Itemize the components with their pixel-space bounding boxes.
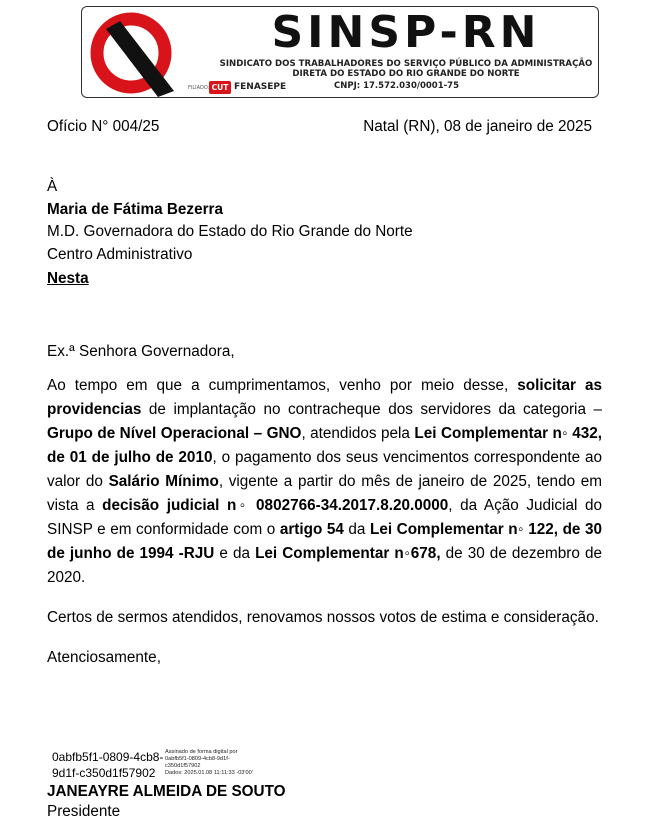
recipient-name: Maria de Fátima Bezerra bbox=[47, 201, 223, 218]
body-text: , atendidos pela bbox=[301, 425, 415, 442]
body-paragraph-closing-remarks: Certos de sermos atendidos, renovamos nossos votos de estima e consideração. bbox=[47, 609, 599, 626]
emphasized-text: Grupo de Nível Operacional – GNO bbox=[47, 425, 302, 442]
closing: Atenciosamente, bbox=[47, 649, 161, 666]
digital-signature-code bbox=[52, 749, 163, 781]
emphasized-text: artigo 54 bbox=[279, 521, 344, 538]
union-full-name-line1: SINDICATO DOS TRABALHADORES DO SERVIÇO PÚBLICO DA ADMINISTRAÇÃO bbox=[219, 59, 593, 69]
emphasized-text: solicitar as providencias bbox=[47, 377, 602, 418]
body-text: Ao tempo em que a cumprimentamos, venho por meio desse, bbox=[47, 377, 518, 394]
recipient-nesta: Nesta bbox=[47, 270, 89, 287]
signer-name: JANEAYRE ALMEIDA DE SOUTO bbox=[47, 783, 286, 800]
union-full-name-line2: DIRETA DO ESTADO DO RIO GRANDE DO NORTE bbox=[292, 69, 520, 79]
body-text: de 30 de dezembro de 2020. bbox=[47, 545, 602, 586]
emphasized-text: Lei Complementar n◦ 122, de 30 de junho de 1994 -RJU bbox=[47, 521, 602, 562]
digital-signature-stamp bbox=[165, 749, 253, 777]
sinsp-logo-icon bbox=[84, 9, 184, 97]
body-text: e da bbox=[214, 545, 256, 562]
affiliated-label: FILIADO: bbox=[188, 85, 210, 91]
recipient-prefix: À bbox=[47, 178, 58, 195]
fenasepe-label: FENASEPE bbox=[234, 82, 287, 92]
body-text: de implantação no contracheque dos servidores da categoria – bbox=[141, 401, 602, 418]
signature-code-line: 9d1f-c350d1f57902 bbox=[52, 766, 156, 780]
body-text: , o pagamento dos seus vencimentos correspondente ao valor do bbox=[47, 449, 602, 490]
signature-stamp-line: c350d1f57902 bbox=[165, 763, 201, 769]
recipient-place: Centro Administrativo bbox=[47, 246, 193, 263]
emphasized-text: Lei Complementar n◦678, bbox=[255, 545, 441, 562]
cut-logo: CUT bbox=[209, 81, 231, 94]
signature-stamp-line: Dados: 2025.01.08 11:11:33 -03'00' bbox=[165, 770, 253, 776]
signer-role: Presidente bbox=[47, 803, 121, 820]
emphasized-text: decisão judicial n◦ 0802766-34.2017.8.20.0000 bbox=[102, 497, 449, 514]
cnpj-text: CNPJ: 17.572.030/0001-75 bbox=[334, 81, 459, 91]
body-paragraph-request bbox=[47, 374, 602, 590]
body-text: , da Ação Judicial do SINSP e em conformidade com o bbox=[47, 497, 602, 538]
body-text: da bbox=[343, 521, 370, 538]
emphasized-text: Salário Mínimo bbox=[108, 473, 219, 490]
letter-date: Natal (RN), 08 de janeiro de 2025 bbox=[363, 118, 592, 135]
oficio-number: Ofício N° 004/25 bbox=[47, 118, 160, 135]
union-name: SINSP-RN bbox=[271, 7, 541, 58]
letterhead bbox=[81, 6, 599, 98]
signature-code-line: 0abfb5f1-0809-4cb8- bbox=[52, 750, 164, 764]
salutation: Ex.ª Senhora Governadora, bbox=[47, 343, 235, 360]
signature-stamp-line: 0abfb5f1-0809-4cb8-9d1f- bbox=[165, 756, 230, 762]
signature-stamp-line: Assinado de forma digital por bbox=[165, 749, 238, 755]
body-text: , vigente a partir do mês de janeiro de 2025, tendo em vista a bbox=[47, 473, 603, 514]
emphasized-text: Lei Complementar n◦ 432, de 01 de julho de 2010 bbox=[47, 425, 602, 466]
recipient-title: M.D. Governadora do Estado do Rio Grande do Norte bbox=[47, 223, 413, 240]
